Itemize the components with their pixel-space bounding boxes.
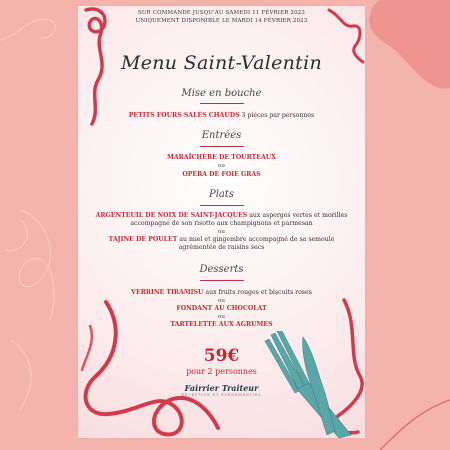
menu-item-tartelette-agrumes: TARTELETTE AUX AGRUMES (170, 321, 273, 328)
menu-item-saint-jacques: ARGENTEUIL DE NOIX DE SAINT-JACQUES aux asperges vertes et morilles (95, 212, 348, 219)
price-per-persons: pour 2 personnes (186, 367, 257, 376)
item-name: PETITS FOURS SALÉS CHAUDS (128, 112, 240, 119)
or-separator: ou (218, 163, 225, 169)
menu-title: Menu Saint-Valentin (120, 52, 323, 74)
background-rose-line-left (0, 200, 80, 430)
section-heading-entrees: Entrées (201, 130, 242, 141)
menu-item-maraichere: MARAÎCHÈRE DE TOURTEAUX (167, 154, 276, 161)
order-deadline-notice: SUR COMMANDE JUSQU'AU SAMEDI 11 FÉVRIER 2023 (138, 10, 305, 16)
item-description: 3 pièces par personnes (239, 112, 315, 119)
menu-item-verrine-tiramisu: VERRINE TIRAMISU aux fruits rouges et biscuits roses (131, 289, 312, 296)
menu-item-petits-fours (90, 112, 353, 120)
availability-notice: UNIQUEMENT DISPONIBLE LE MARDI 14 FÉVRIER 2023 (135, 18, 308, 24)
section-divider (200, 103, 244, 104)
brand-logo: Fairrier Traiteur (184, 383, 259, 393)
section-divider (200, 280, 244, 281)
menu-item-tajine: TAJINE DE POULET au miel et gingembre accompagné de sa semoule (108, 236, 335, 243)
menu-item-saint-jacques-desc: accompagné de son risotto aux champignons et parmesan (130, 220, 313, 227)
menu-item-fondant-chocolat: FONDANT AU CHOCOLAT (176, 305, 267, 312)
or-separator: ou (218, 229, 225, 235)
menu-card (78, 6, 365, 438)
section-heading-plats: Plats (208, 189, 235, 200)
brand-tagline: RÉCEPTION ET ÉVÉNEMENTIEL (181, 393, 262, 397)
or-separator: ou (218, 298, 225, 304)
background-rose-line-top-left (0, 0, 70, 60)
menu-item-opera-foie-gras: OPÉRA DE FOIE GRAS (182, 171, 261, 178)
or-separator: ou (218, 314, 225, 320)
section-heading-desserts: Desserts (199, 264, 244, 275)
background-curve-bottom-right (380, 390, 450, 450)
section-heading-mise-en-bouche: Mise en bouche (181, 88, 262, 99)
section-divider (200, 205, 244, 206)
menu-item-tajine-desc: agrémentée de raisins secs (178, 244, 265, 251)
section-divider (200, 146, 244, 147)
price: 59€ (203, 346, 240, 366)
background-blob-top-right (360, 0, 450, 95)
